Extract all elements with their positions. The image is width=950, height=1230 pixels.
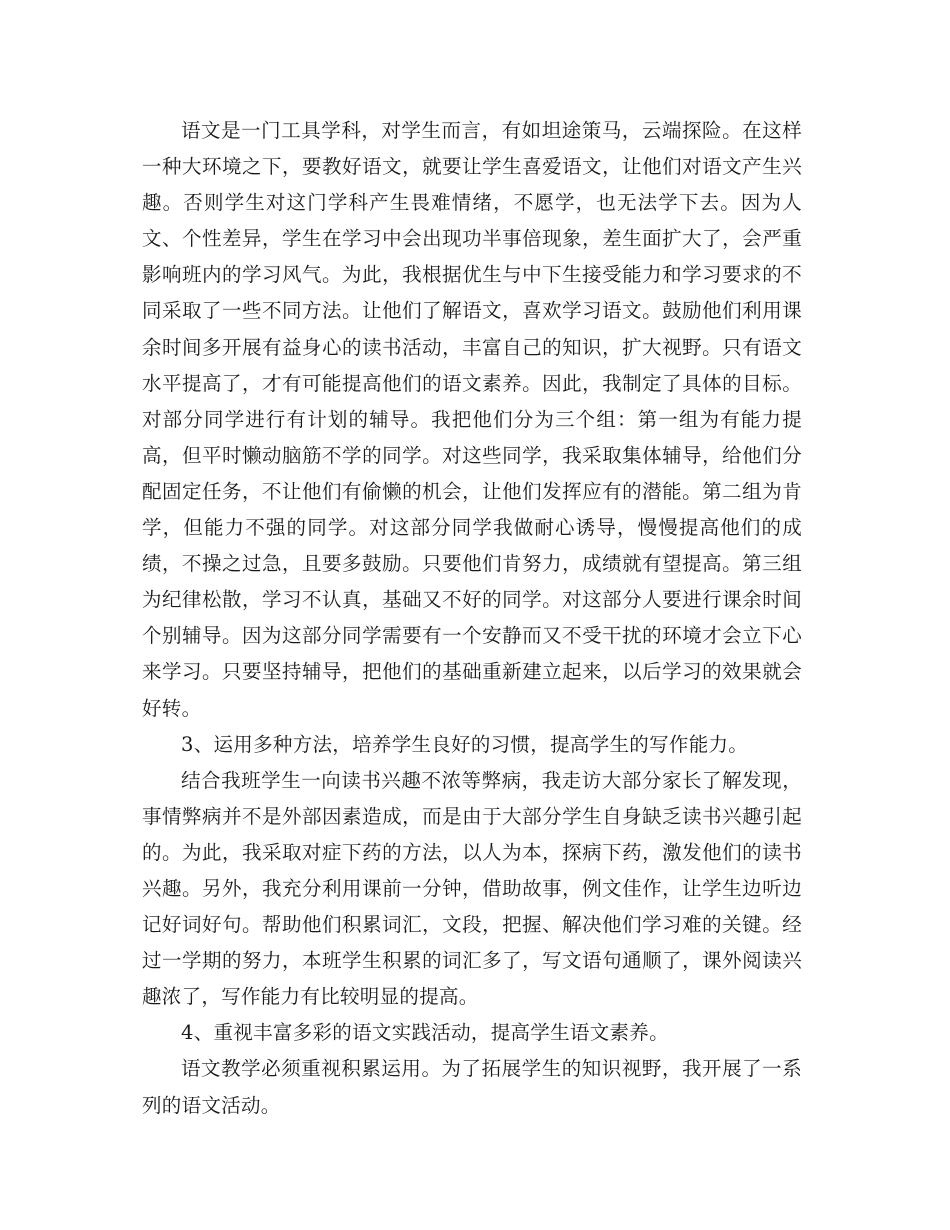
section-heading-writing-ability: 3、运用多种方法，培养学生良好的习惯，提高学生的写作能力。 <box>181 732 749 756</box>
section-heading-practice-activities: 4、重视丰富多彩的语文实践活动，提高学生语文素养。 <box>181 1021 669 1045</box>
paragraph-accumulation: 语文教学必须重视积累运用。为了拓展学生的知识视野，我开展了一系列的语文活动。 <box>142 1057 802 1117</box>
document-body <box>142 113 802 1124</box>
paragraph-reading-interest: 结合我班学生一向读书兴趣不浓等弊病，我走访大部分家长了解发现，事情弊病并不是外部因素造成，而是由于大部分学生自身缺乏读书兴趣引起的。为此，我采取对症下药的方法，以人为本，探病下药，激发他们的读书兴趣。另外，我充分利用课前一分钟，借助故事，例文佳作，让学生边听边记好词好句。帮助他们积累词汇，文段，把握、解决他们学习难的关键。经过一学期的努力，本班学生积累的词汇多了，写文语句通顺了，课外阅读兴趣浓了，写作能力有比较明显的提高。 <box>142 768 802 1009</box>
paragraph-language-interest: 语文是一门工具学科，对学生而言，有如坦途策马，云端探险。在这样一种大环境之下，要教好语文，就要让学生喜爱语文，让他们对语文产生兴趣。否则学生对这门学科产生畏难情绪，不愿学，也无法学下去。因为人文、个性差异，学生在学习中会出现功半事倍现象，差生面扩大了，会严重影响班内的学习风气。为此，我根据优生与中下生接受能力和学习要求的不同采取了一些不同方法。让他们了解语文，喜欢学习语文。鼓励他们利用课余时间多开展有益身心的读书活动，丰富自己的知识，扩大视野。只有语文水平提高了，才有可能提高他们的语文素养。因此，我制定了具体的目标。对部分同学进行有计划的辅导。我把他们分为三个组：第一组为有能力提高，但平时懒动脑筋不学的同学。对这些同学，我采取集体辅导，给他们分配固定任务，不让他们有偷懒的机会，让他们发挥应有的潜能。第二组为肯学，但能力不强的同学。对这部分同学我做耐心诱导，慢慢提高他们的成绩，不操之过急，且要多鼓励。只要他们肯努力，成绩就有望提高。第三组为纪律松散，学习不认真，基础又不好的同学。对这部分人要进行课余时间个别辅导。因为这部分同学需要有一个安静而又不受干扰的环境才会立下心来学习。只要坚持辅导，把他们的基础重新建立起来，以后学习的效果就会好转。 <box>142 119 802 720</box>
